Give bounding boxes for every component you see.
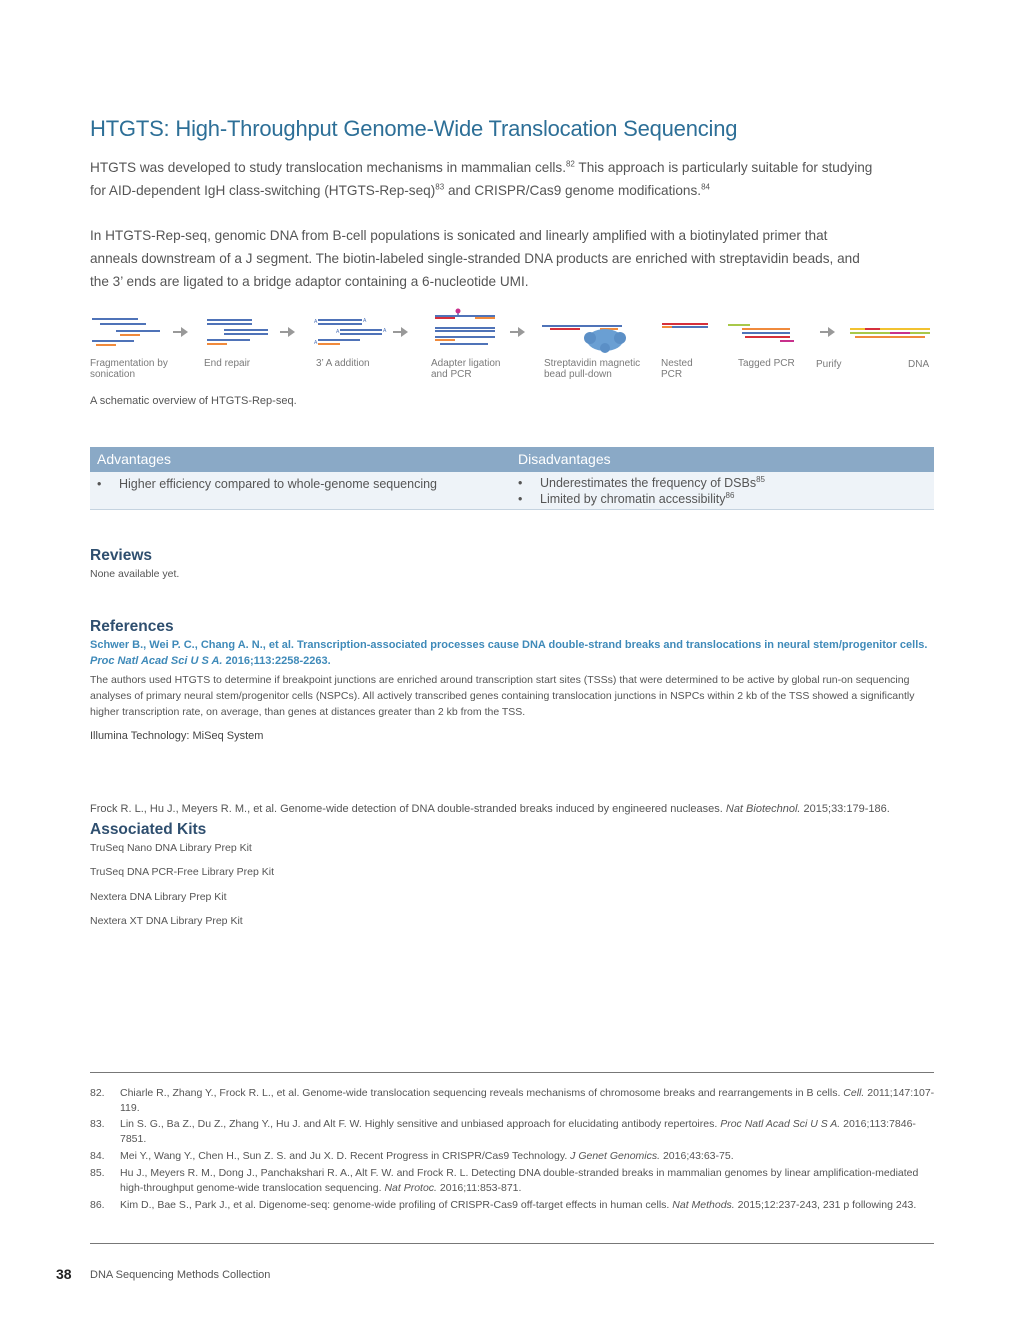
a-addition-strands xyxy=(318,320,382,344)
a-overhang-label: A xyxy=(383,328,387,334)
step-label-a-addition: 3’ A addition xyxy=(316,358,370,369)
tagged-pcr-strands xyxy=(728,325,794,341)
reference-1-title[interactable]: Schwer B., Wei P. C., Chang A. N., et al. Transcription-associated processes cause DNA double-strand breaks and translocations in neural stem/progenitor cells. Proc Natl Acad Sci U S A. 2016;113:2258-2263. xyxy=(90,639,928,667)
disadvantages-header: Disadvantages xyxy=(518,451,611,467)
footnote-divider xyxy=(90,1072,934,1073)
disadvantage-item: • Underestimates the frequency of DSBs$^{85}$ xyxy=(518,474,765,490)
step-label-adapter-ligation: Adapter ligation and PCR xyxy=(431,358,501,380)
arrow-icon xyxy=(820,327,835,337)
disadvantage-item: • Limited by chromatin accessibility$^{86}$ xyxy=(518,490,735,506)
footer-divider xyxy=(90,1243,934,1244)
a-overhang-label: A xyxy=(336,329,340,335)
a-overhang-label: A xyxy=(314,340,318,346)
intro-paragraph: HTGTS was developed to study translocation mechanisms in mammalian cells.$^{82}$ This approach is particularly suitable for studying for AID-dependent IgH class-switching (HTGTS-Rep-seq)$^{83}$ and CRISPR/Cas9 genome modifications.$^{84}$ xyxy=(90,159,873,198)
advantages-table xyxy=(90,447,934,511)
a-overhang-label: A xyxy=(314,319,318,325)
footnote-82: 82. Chiarle R., Zhang Y., Frock R. L., et al. Genome-wide translocation sequencing reveals mechanisms of chromosome breaks and rearrangements in B cells. Cell. 2011;147:107-119. xyxy=(90,1087,935,1114)
advantage-item: • Higher efficiency compared to whole-genome sequencing xyxy=(97,477,438,491)
fragmentation-strands xyxy=(92,319,160,345)
page-number: 38 xyxy=(56,1266,72,1282)
adapter-ligation-strands xyxy=(435,316,495,344)
magnetic-bead-icon xyxy=(584,329,626,353)
footnote-84: 84. Mei Y., Wang Y., Chen H., Sun Z. S. and Ju X. D. Recent Progress in CRISPR/Cas9 Technology. J Genet Genomics. 2016;43:63-75. xyxy=(90,1150,734,1162)
method-paragraph: In HTGTS-Rep-seq, genomic DNA from B-cell populations is sonicated and linearly amplified with a biotinylated primer that anneals downstream of a J segment. The biotin-labeled single-stranded DNA products are enriched with streptavidin beads, and the 3’ ends are ligated to a bridge adaptor containing a 6-nucleotide UMI. xyxy=(90,228,860,289)
a-overhang-labels xyxy=(314,318,387,346)
arrow-icon xyxy=(393,327,408,337)
footnote-83: 83. Lin S. G., Ba Z., Du Z., Zhang Y., Hu J. and Alt F. W. Highly sensitive and unbiased approach for elucidating antibody repertoires. Proc Natl Acad Sci U S A. 2016;113:7846-7851. xyxy=(90,1118,916,1145)
reference-1-technology: Illumina Technology: MiSeq System xyxy=(90,730,264,742)
step-label-fragmentation: Fragmentation by sonication xyxy=(90,358,168,380)
reference-1-summary: The authors used HTGTS to determine if breakpoint junctions are enriched around transcription start sites (TSSs) that were determined to be active by global run-on sequencing analyses of primary neural stem/progenitor cells (NSPCs). All actively transcribed genes containing translocation junctions in NSPCs within 2 kb of the TSS showed a significantly higher transcription rate, on average, than genes at distances greater than 2 kb from the TSS. xyxy=(90,674,915,718)
advantages-header: Advantages xyxy=(97,451,171,467)
nested-pcr-strand xyxy=(662,324,708,327)
a-overhang-label: A xyxy=(363,318,367,324)
kits-heading: Associated Kits xyxy=(90,821,207,838)
reviews-heading: Reviews xyxy=(90,547,153,564)
arrow-icon xyxy=(510,327,525,337)
table-header xyxy=(90,447,934,472)
step-label-tagged-pcr: Tagged PCR xyxy=(738,358,795,369)
end-repair-strands xyxy=(207,320,268,344)
workflow-schematic xyxy=(90,308,938,388)
footnote-86: 86. Kim D., Bae S., Park J., et al. Digenome-seq: genome-wide profiling of CRISPR-Cas9 off-target effects in human cells. Nat Methods. 2015;12:237-243, 231 p following 243. xyxy=(90,1199,917,1211)
arrow-icon xyxy=(173,327,188,337)
footnote-85: 85. Hu J., Meyers R. M., Dong J., Panchakshari R. A., Alt F. W. and Frock R. L. Detecting DNA double-stranded breaks in mammalian genomes by linear amplification-mediated high-throughput genome-wide translocation sequencing. Nat Protoc. 2016;11:853-871. xyxy=(90,1167,919,1194)
step-label-streptavidin: Streptavidin magnetic bead pull-down xyxy=(544,358,641,380)
kit-item[interactable]: Nextera XT DNA Library Prep Kit xyxy=(90,915,243,927)
reference-2: Frock R. L., Hu J., Meyers R. M., et al. Genome-wide detection of DNA double-stranded breaks induced by engineered nucleases. Nat Biotechnol. 2015;33:179-186. xyxy=(90,803,890,815)
references-heading: References xyxy=(90,618,174,635)
workflow-diagram xyxy=(90,308,938,356)
reviews-text: None available yet. xyxy=(90,568,180,580)
step-label-end-repair: End repair xyxy=(204,358,251,369)
biotin-icon xyxy=(456,309,461,316)
streptavidin-strands xyxy=(542,326,622,329)
final-dna-strands xyxy=(850,329,930,337)
step-label-nested-pcr: Nested PCR xyxy=(661,358,693,380)
arrow-icon xyxy=(280,327,295,337)
figure-caption: A schematic overview of HTGTS-Rep-seq. xyxy=(90,395,297,407)
collection-name: DNA Sequencing Methods Collection xyxy=(90,1269,271,1281)
step-label-purify: Purify xyxy=(816,359,842,370)
page-title: HTGTS: High-Throughput Genome-Wide Translocation Sequencing xyxy=(90,116,738,141)
kit-item[interactable]: Nextera DNA Library Prep Kit xyxy=(90,891,227,903)
kit-item[interactable]: TruSeq Nano DNA Library Prep Kit xyxy=(90,842,252,854)
step-label-dna: DNA xyxy=(908,359,930,370)
table-body xyxy=(90,472,934,510)
kit-item[interactable]: TruSeq DNA PCR-Free Library Prep Kit xyxy=(90,866,275,878)
